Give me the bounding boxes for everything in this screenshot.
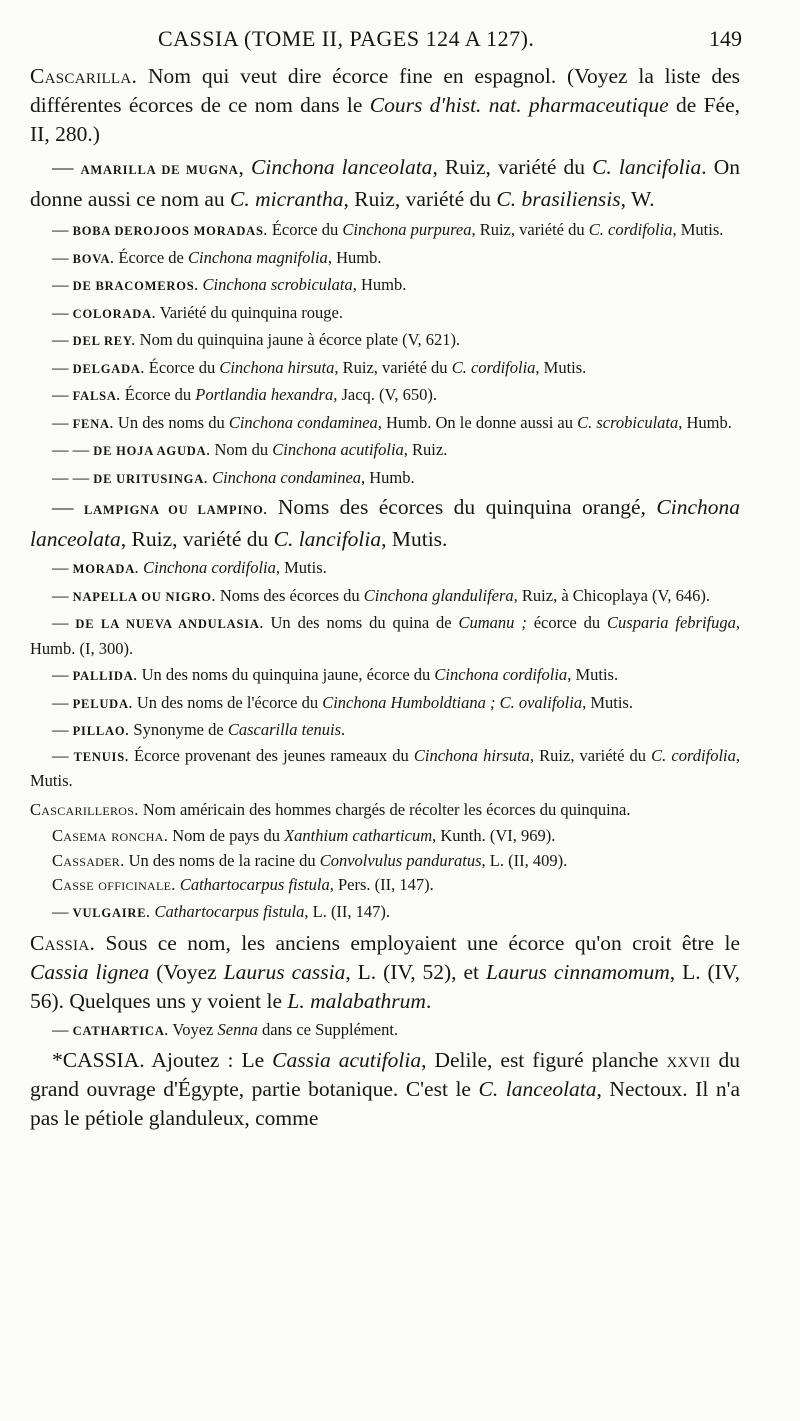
entry-head: LAMPIGNA OU LAMPINO. [83, 503, 268, 517]
entry-head: Cassader. [52, 850, 125, 870]
entry-cassia: Cassia. Sous ce nom, les anciens employaient une écorce qu'on croit être le Cassia lignea (Voyez Laurus cassia, L. (IV, 52), et Laurus cinnamomum, L. (IV, 56). Quelques uns y voient le L. malabathrum. [30, 931, 740, 1013]
entry-head: *CASSIA. [52, 1047, 145, 1072]
entry-cathartica: — CATHARTICA. Voyez Senna dans ce Supplément. [52, 1020, 399, 1039]
entry-colorada: — COLORADA. Variété du quinquina rouge. [52, 302, 343, 322]
entry-nueva-andulasia: — DE LA NUEVA ANDULASIA. Un des noms du quina de Cumanu ; écorce du Cusparia febrifuga, Humb. (I, 300). [30, 613, 740, 658]
entry-cassia-addendum: *CASSIA. Ajoutez : Le Cassia acutifolia, Delile, est figuré planche xxvii du grand ouvrage d'Égypte, partie botanique. C'est le C. lanceolata, Nectoux. Il n'a pas le pétiole glanduleux, comme [30, 1047, 740, 1130]
entry-peluda: — PELUDA. Un des noms de l'écorce du Cinchona Humboldtiana ; C. ovalifolia, Mutis. [52, 692, 633, 712]
entry-cascarilleros: Cascarilleros. Nom américain des hommes chargés de récolter les écorces du quinquina. [30, 799, 631, 819]
entry-head: Casema roncha. [52, 826, 169, 845]
entry-head: DEL REY. [72, 334, 136, 348]
entry-head: DELGADA. [72, 361, 145, 376]
entry-head: PILLAO. [72, 724, 130, 738]
entry-casse-officinale: Casse officinale. Cathartocarpus fistula, Pers. (II, 147). [52, 875, 434, 894]
entry-casema-roncha: Casema roncha. Nom de pays du Xanthium catharticum, Kunth. (VI, 969). [52, 826, 556, 845]
entry-head: DE HOJA AGUDA. [93, 444, 211, 458]
entry-head: FALSA. [72, 389, 121, 403]
entry-head: NAPELLA OU NIGRO. [72, 589, 216, 604]
entry-fena: — FENA. Un des noms du Cinchona condaminea, Humb. On le donne aussi au C. scrobiculata, Humb. [52, 412, 732, 432]
entry-head: Cascarilla. [30, 64, 138, 88]
entry-head: Cassia. [30, 931, 96, 955]
entry-head: VULGAIRE. [72, 905, 151, 920]
entry-head: CATHARTICA. [72, 1024, 169, 1038]
running-title: CASSIA (TOME II, PAGES 124 A 127). [158, 26, 535, 51]
entry-morada: — MORADA. Cinchona cordifolia, Mutis. [52, 558, 327, 577]
entry-head: PELUDA. [72, 696, 133, 711]
entry-lampigna: — LAMPIGNA OU LAMPINO. Noms des écorces du quinquina orangé, Cinchona lanceolata, Ruiz, variété du C. lancifolia, Mutis. [30, 495, 740, 551]
entry-bova: — BOVA. Écorce de Cinchona magnifolia, Humb. [52, 247, 382, 267]
entry-delgada: — DELGADA. Écorce du Cinchona hirsuta, Ruiz, variété du C. cordifolia, Mutis. [52, 357, 587, 377]
entry-napella: — NAPELLA OU NIGRO. Noms des écorces du Cinchona glandulifera, Ruiz, à Chicoplaya (V, 646). [52, 585, 710, 605]
entry-head: MORADA. [72, 562, 139, 576]
entry-head: DE URITUSINGA. [93, 471, 208, 486]
entry-head: BOVA. [72, 251, 115, 266]
entry-pillao: — PILLAO. Synonyme de Cascarilla tenuis. [52, 720, 346, 739]
entry-boba-derojoos-moradas: — BOBA DEROJOOS MORADAS. Écorce du Cinchona purpurea, Ruiz, variété du C. cordifolia, Mutis. [52, 220, 724, 239]
entry-head: FENA. [72, 416, 114, 431]
entry-head: TENUIS. [73, 749, 129, 764]
entry-head: Casse officinale. [52, 875, 176, 894]
entry-head: Cascarilleros. [30, 799, 139, 819]
entry-head: DE LA NUEVA ANDULASIA. [75, 617, 264, 631]
entry-cascarilla: Cascarilla. Nom qui veut dire écorce fine en espagnol. (Voyez la liste des différentes écorces de ce nom dans le Cours d'hist. nat. pharmaceutique de Fée, II, 280.) [30, 64, 740, 146]
entry-tenuis: — TENUIS. Écorce provenant des jeunes rameaux du Cinchona hirsuta, Ruiz, variété du C. cordifolia, Mutis. [30, 745, 740, 790]
entry-head: COLORADA. [72, 306, 156, 321]
entry-head: DE BRACOMEROS. [72, 279, 199, 293]
entry-pallida: — PALLIDA. Un des noms du quinquina jaune, écorce du Cinchona cordifolia, Mutis. [52, 665, 619, 684]
entry-amarilla-de-mugna: — AMARILLA DE MUGNA, Cinchona lanceolata, Ruiz, variété du C. lancifolia. On donne aussi ce nom au C. micrantha, Ruiz, variété du C. brasiliensis, W. [30, 155, 741, 211]
entry-de-hoja-aguda: — — DE HOJA AGUDA. Nom du Cinchona acutifolia, Ruiz. [52, 440, 448, 459]
entry-cassader: Cassader. Un des noms de la racine du Convolvulus panduratus, L. (II, 409). [52, 850, 568, 870]
entry-vulgaire: — VULGAIRE. Cathartocarpus fistula, L. (II, 147). [52, 901, 391, 921]
entry-head: PALLIDA. [72, 669, 138, 683]
entry-de-uritusinga: — — DE URITUSINGA. Cinchona condaminea, Humb. [52, 467, 415, 487]
running-header [30, 22, 740, 62]
entry-falsa: — FALSA. Écorce du Portlandia hexandra, Jacq. (V, 650). [52, 385, 437, 404]
page-number: 149 [709, 26, 742, 51]
entry-de-bracomeros: — DE BRACOMEROS. Cinchona scrobiculata, Humb. [52, 275, 407, 294]
entry-head: AMARILLA DE MUGNA [80, 163, 239, 177]
entry-del-rey: — DEL REY. Nom du quinquina jaune à écorce plate (V, 621). [52, 330, 461, 349]
entry-head: BOBA DEROJOOS MORADAS. [72, 224, 268, 238]
